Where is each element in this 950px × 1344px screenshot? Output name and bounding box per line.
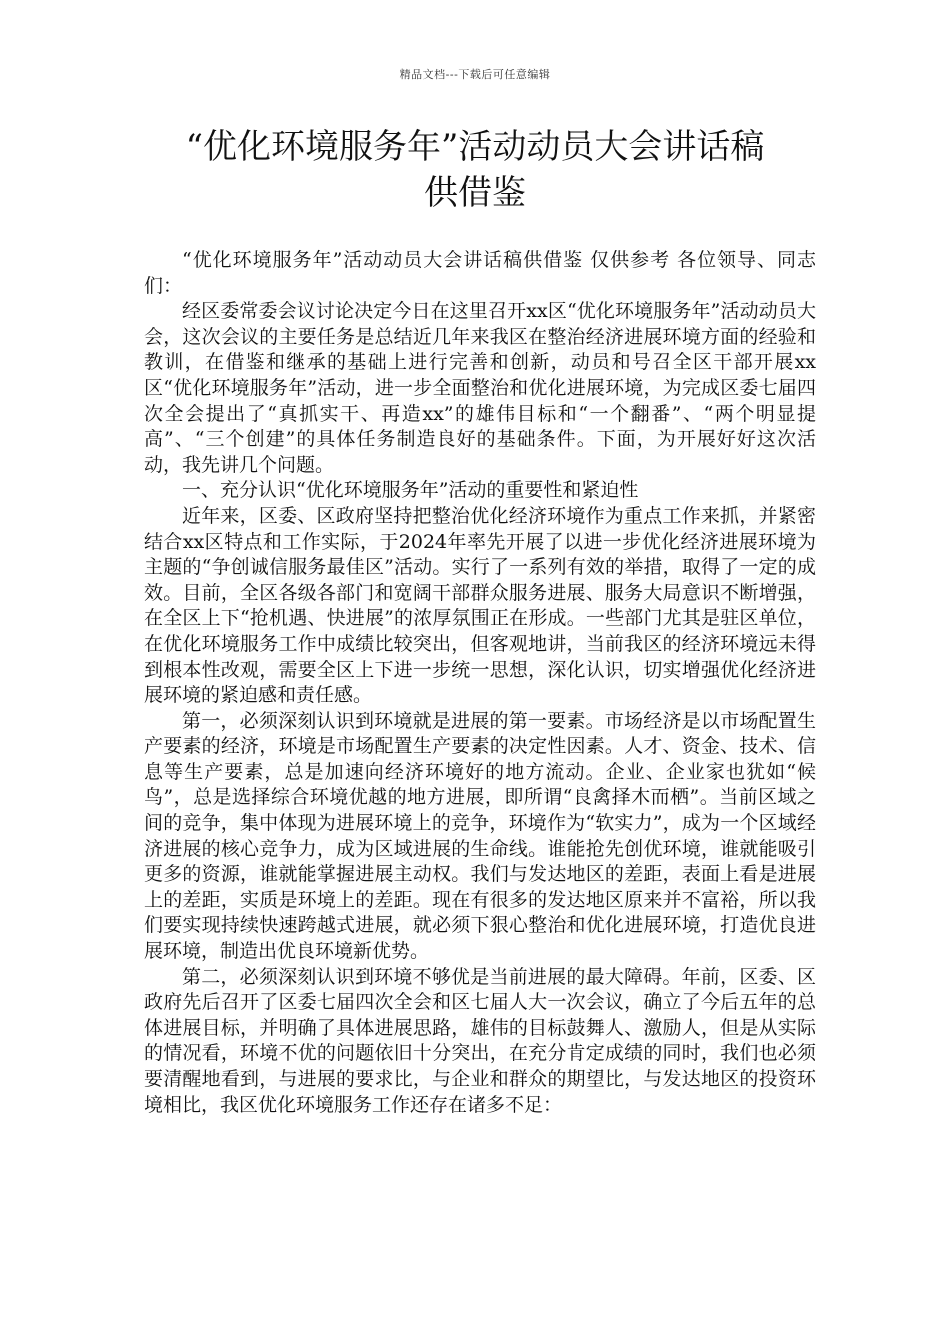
paragraph-greeting: “优化环境服务年”活动动员大会讲话稿供借鉴 仅供参考 各位领导、同志们： bbox=[144, 249, 816, 297]
page-header: 精品文档---下载后可任意编辑 bbox=[399, 68, 551, 81]
document-body bbox=[144, 248, 816, 1118]
document-title-line-1: “优化环境服务年”活动动员大会讲话稿 bbox=[185, 127, 765, 167]
section-heading-one: 一、充分认识“优化环境服务年”活动的重要性和紧迫性 bbox=[182, 479, 639, 502]
paragraph-point-second: 第二，必须深刻认识到环境不够优是当前进展的最大障碍。年前，区委、区政府先后召开了区委七届四次全会和区七届人大一次会议，确立了今后五年的总体进展目标，并明确了具体进展思路，雄伟的目标鼓舞人、激励人，但是从实际的情况看，环境不优的问题依旧十分突出，在充分肯定成绩的同时，我们也必须要清醒地看到，与进展的要求比，与企业和群众的期望比，与发达地区的投资环境相比，我区优化环境服务工作还存在诸多不足： bbox=[144, 965, 816, 1116]
document-title-line-2: 供借鉴 bbox=[424, 173, 526, 213]
document-title bbox=[140, 124, 810, 216]
paragraph-background: 近年来，区委、区政府坚持把整治优化经济环境作为重点工作来抓，并紧密结合xx区特点和工作实际，于2024年率先开展了以进一步优化经济进展环境为主题的“争创诚信服务最佳区”活动。实行了一系列有效的举措，取得了一定的成效。目前，全区各级各部门和宽阔干部群众服务进展、服务大局意识不断增强，在全区上下“抢机遇、快进展”的浓厚氛围正在形成。一些部门尤其是驻区单位，在优化环境服务工作中成绩比较突出，但客观地讲，当前我区的经济环境远未得到根本性改观，需要全区上下进一步统一思想，深化认识，切实增强优化经济进展环境的紧迫感和责任感。 bbox=[144, 504, 816, 707]
paragraph-intro: 经区委常委会议讨论决定今日在这里召开xx区“优化环境服务年”活动动员大会，这次会议的主要任务是总结近几年来我区在整治经济进展环境方面的经验和教训，在借鉴和继承的基础上进行完善和创新，动员和号召全区干部开展xx区“优化环境服务年”活动，进一步全面整治和优化进展环境，为完成区委七届四次全会提出了“真抓实干、再造xx”的雄伟目标和“一个翻番”、“两个明显提高”、“三个创建”的具体任务制造良好的基础条件。下面，为开展好好这次活动，我先讲几个问题。 bbox=[144, 300, 816, 476]
paragraph-point-first: 第一，必须深刻认识到环境就是进展的第一要素。市场经济是以市场配置生产要素的经济，环境是市场配置生产要素的决定性因素。人才、资金、技术、信息等生产要素，总是加速向经济环境好的地方流动。企业、企业家也犹如“候鸟”，总是选择综合环境优越的地方进展，即所谓“良禽择木而栖”。当前区域之间的竞争，集中体现为进展环境上的竞争，环境作为“软实力”，成为一个区域经济进展的核心竞争力，成为区域进展的生命线。谁能抢先创优环境，谁就能吸引更多的资源，谁就能掌握进展主动权。我们与发达地区的差距，表面上看是进展上的差距，实质是环境上的差距。现在有很多的发达地区原来并不富裕，所以我们要实现持续快速跨越式进展，就必须下狠心整治和优化进展环境，打造优良进展环境，制造出优良环境新优势。 bbox=[144, 709, 816, 963]
